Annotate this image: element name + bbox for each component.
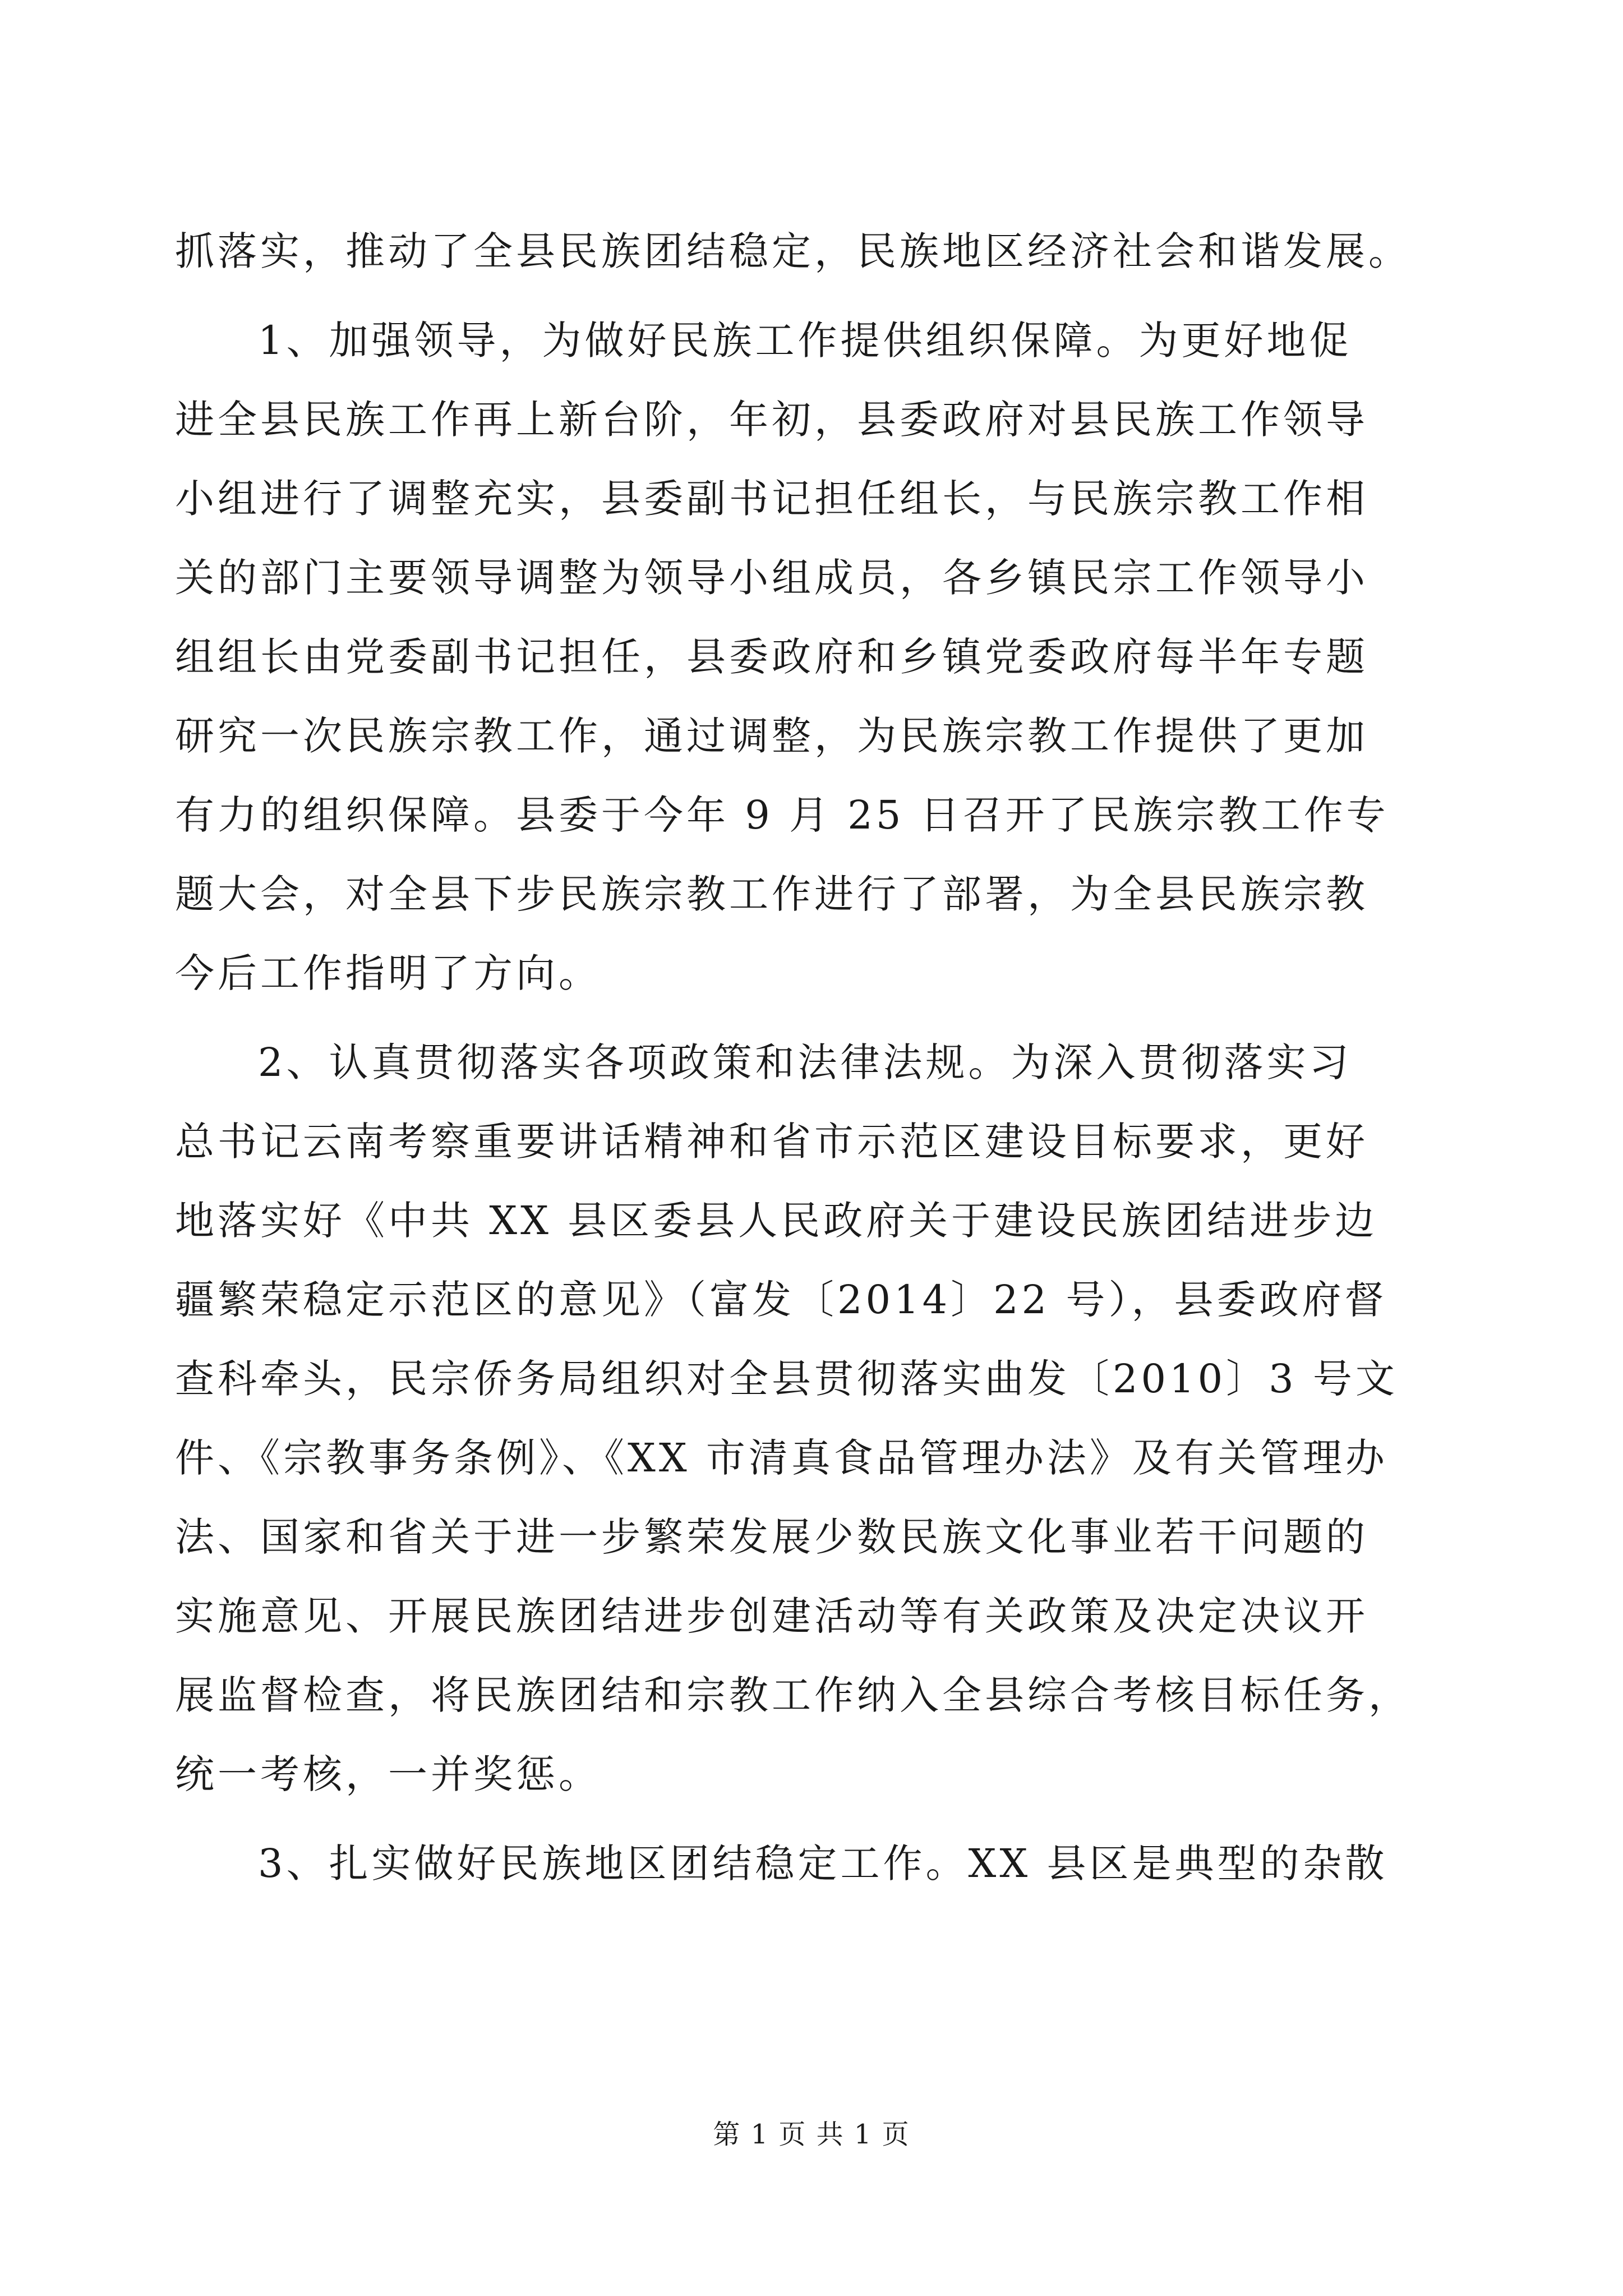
text-line: 展监督检查，将民族团结和宗教工作纳入全县综合考核目标任务， xyxy=(175,1672,1411,1718)
paragraph-2-heading-line: 2、认真贯彻落实各项政策和法律法规。为深入贯彻落实习 xyxy=(258,1039,1352,1085)
text-line: 法、国家和省关于进一步繁荣发展少数民族文化事业若干问题的 xyxy=(175,1514,1368,1560)
text-line: 有力的组织保障。县委于今年 9 月 25 日召开了民族宗教工作专 xyxy=(175,792,1389,838)
text-line: 题大会，对全县下步民族宗教工作进行了部署，为全县民族宗教 xyxy=(175,871,1368,917)
page-footer: 第 1 页 共 1 页 xyxy=(713,2119,910,2150)
text-line: 抓落实，推动了全县民族团结稳定，民族地区经济社会和谐发展。 xyxy=(175,228,1411,274)
text-line: 组组长由党委副书记担任，县委政府和乡镇党委政府每半年专题 xyxy=(175,634,1368,680)
text-line: 关的部门主要领导调整为领导小组成员，各乡镇民宗工作领导小 xyxy=(175,555,1368,601)
text-line: 件、《宗教事务条例》、《XX 市清真食品管理办法》及有关管理办 xyxy=(175,1435,1388,1481)
text-line: 统一考核，一并奖惩。 xyxy=(175,1751,601,1797)
text-line: 总书记云南考察重要讲话精神和省市示范区建设目标要求，更好 xyxy=(175,1119,1368,1165)
text-line: 地落实好《中共 XX 县区委县人民政府关于建设民族团结进步边 xyxy=(175,1198,1378,1244)
text-line: 今后工作指明了方向。 xyxy=(175,950,601,996)
text-line: 研究一次民族宗教工作，通过调整，为民族宗教工作提供了更加 xyxy=(175,713,1368,759)
text-line: 小组进行了调整充实，县委副书记担任组长，与民族宗教工作相 xyxy=(175,476,1368,522)
text-line: 实施意见、开展民族团结进步创建活动等有关政策及决定决议开 xyxy=(175,1593,1368,1639)
text-line: 进全县民族工作再上新台阶，年初，县委政府对县民族工作领导 xyxy=(175,397,1368,443)
text-line: 查科牵头，民宗侨务局组织对全县贯彻落实曲发〔2010〕3 号文 xyxy=(175,1356,1398,1402)
text-line: 疆繁荣稳定示范区的意见》（富发〔2014〕22 号），县委政府督 xyxy=(175,1277,1387,1323)
paragraph-3-heading-line: 3、扎实做好民族地区团结稳定工作。XX 县区是典型的杂散 xyxy=(258,1841,1388,1887)
paragraph-1-heading-line: 1、加强领导，为做好民族工作提供组织保障。为更好地促 xyxy=(258,318,1352,364)
